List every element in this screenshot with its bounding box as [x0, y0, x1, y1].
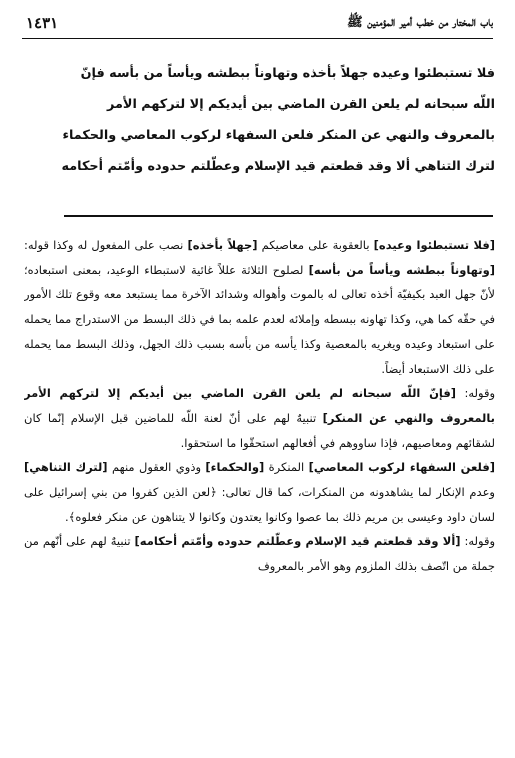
commentary-text: تنبيهٌ لهم على أنّ لعنة اللّه للماضين قبل الإسلام إنّما كان لشقائهم ومعاصيهم، فإذا ساووهم في أفعالهم استحقّوا ما استحقوا. [24, 410, 495, 450]
sermon-line: فلا تستبطئوا وعيده جهلاً بأخذه وتهاوناً ببطشه ويأساً من بأسه فإنّ [80, 66, 495, 81]
quoted-phrase: [جهلاً بأخذه] [187, 238, 258, 252]
sermon-line: لترك التناهي ألا وقد قطعتم قيد الإسلام وعطّلتم حدوده وأمّتم أحكامه [61, 159, 495, 174]
commentary-text: وعدم الإنكار لما يشاهدونه من المنكرات، كما قال تعالى: ﴿لعن الذين كفروا من بني إسرائيل على لسان داود وعيسى بن مريم ذلك بما عصوا وكانوا يعتدون وكانوا لا يتناهون عن منكر فعلوه﴾. [24, 485, 495, 524]
page-number: ١٤٣١ [26, 14, 59, 32]
section-separator [64, 215, 493, 217]
commentary-paragraph [24, 233, 495, 381]
chapter-title: باب المختار من خطب أمير المؤمنين ﷺ [347, 14, 493, 30]
commentary-text: وقوله: [456, 386, 495, 401]
commentary-text: وقوله: [460, 534, 495, 549]
quoted-phrase: [فلعن السفهاء لركوب المعاصي] [308, 460, 495, 475]
quoted-phrase: [وتهاوناً ببطشه ويأساً من بأسه] [308, 262, 495, 277]
commentary [24, 233, 495, 748]
quoted-phrase: [ألا وقد قطعتم قيد الإسلام وعطّلتم حدوده وأمّتم أحكامه] [134, 534, 461, 549]
sermon-line: اللّه سبحانه لم يلعن القرن الماضي بين أيديكم إلا لتركهم الأمر [107, 97, 495, 112]
quoted-phrase: [والحكماء] [205, 460, 265, 475]
commentary-text: تنبيهٌ لهم على أنّهم من جملة من اتّصف بذلك الملزوم وهو الأمر بالمعروف [24, 534, 495, 574]
header-rule [22, 38, 493, 39]
commentary-text: لصلوح الثلاثة عللاً غائية لاستبطاء الوعيد، بمعنى استبعاده؛ لأنّ جهل العبد بكيفيّة أخذه تعالى له بالموت وأهواله وشدائد الآخرة مما يستبعد معه وقوع تلك الأمور في حقّه كما هي، وكذا تهاونه ببسطه وإملائه لعدم علمه بما في ذلك البسط من الاستدراج مما يحمله على استبعاد وعيده ويغريه بالمعصية وكذا يأسه من بأسه بسبب ذلك الجهل، وذلك البسط مما يحمله على ذلك الاستبعاد أيضاً. [24, 262, 495, 376]
sermon-text [26, 58, 495, 208]
commentary-text: المنكرة [264, 460, 309, 475]
quoted-phrase: [فإنّ اللّه سبحانه لم يلعن القرن الماضي بين أيديكم إلا لتركهم الأمر بالمعروف والنهي عن المنكر] [24, 386, 495, 425]
commentary-paragraph [24, 529, 495, 578]
commentary-text: بالعقوبة على معاصيكم [257, 238, 374, 252]
commentary-paragraph [24, 455, 495, 529]
sermon-line: بالمعروف والنهي عن المنكر فلعن السفهاء لركوب المعاصي والحكماء [62, 128, 495, 143]
quoted-phrase: [لترك التناهي] [24, 460, 108, 475]
quoted-phrase: [فلا تستبطئوا وعيده] [373, 238, 495, 252]
commentary-paragraph [24, 381, 495, 455]
commentary-text: وذوي العقول منهم [107, 460, 206, 475]
commentary-text: نصب على المفعول له وكذا قوله: [24, 238, 188, 252]
running-header [26, 10, 493, 36]
